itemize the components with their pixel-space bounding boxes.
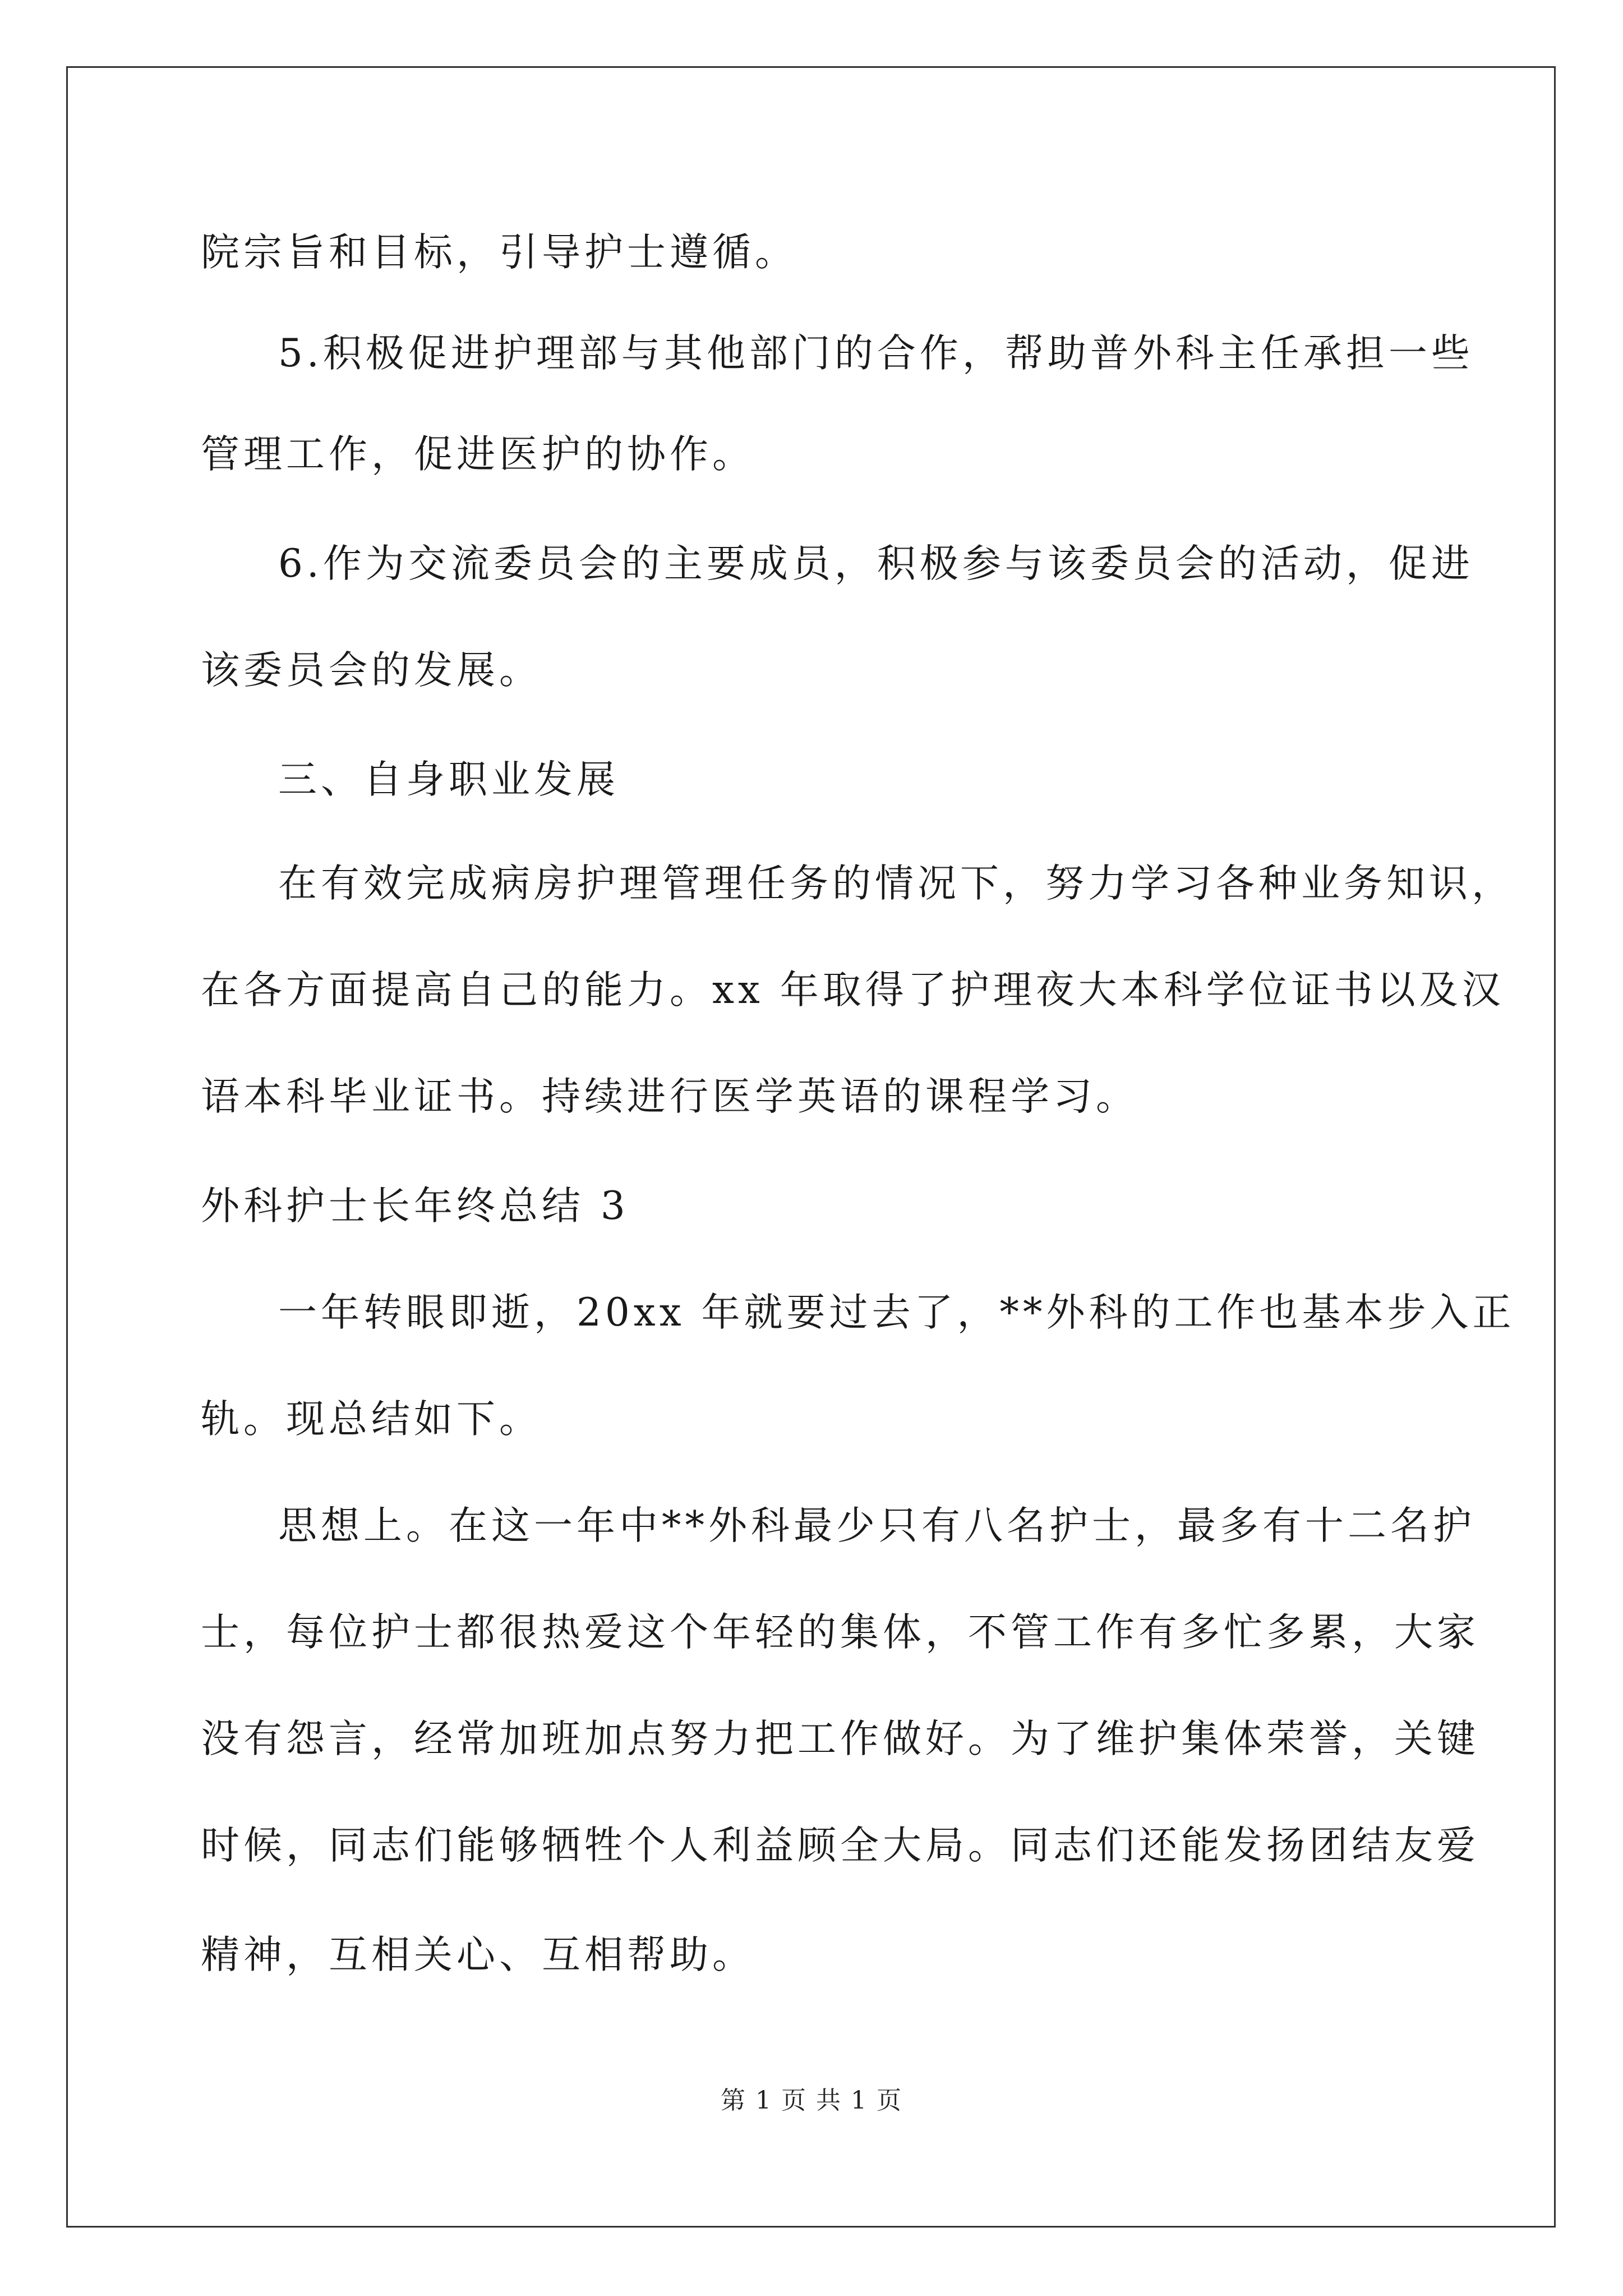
text-line: 6.作为交流委员会的主要成员，积极参与该委员会的活动，促进 [278,541,1474,586]
page-border [66,66,1556,2228]
text-line: 思想上。在这一年中**外科最少只有八名护士，最多有十二名护 [278,1503,1476,1548]
text-line: 一年转眼即逝，20xx 年就要过去了，**外科的工作也基本步入正 [278,1290,1515,1335]
text-line: 该委员会的发展。 [201,648,542,693]
text-line: 轨。现总结如下。 [201,1397,542,1442]
text-line: 在有效完成病房护理管理任务的情况下，努力学习各种业务知识， [278,861,1514,906]
text-line: 没有怨言，经常加班加点努力把工作做好。为了维护集体荣誉，关键 [201,1717,1479,1761]
text-line: 语本科毕业证书。持续进行医学英语的课程学习。 [201,1074,1138,1119]
page-number: 第 1 页 共 1 页 [721,2086,902,2115]
text-line: 5.积极促进护理部与其他部门的合作，帮助普外科主任承担一些 [278,331,1474,376]
text-line: 精神，互相关心、互相帮助。 [201,1932,755,1977]
section-heading: 三、自身职业发展 [278,757,619,802]
text-line: 院宗旨和目标，引导护士遵循。 [201,230,797,275]
text-line: 士，每位护士都很热爱这个年轻的集体，不管工作有多忙多累，大家 [201,1610,1479,1655]
text-line: 时候，同志们能够牺牲个人利益顾全大局。同志们还能发扬团结友爱 [201,1823,1479,1868]
text-line: 管理工作，促进医护的协作。 [201,432,755,477]
text-line: 在各方面提高自己的能力。xx 年取得了护理夜大本科学位证书以及汉 [201,968,1505,1013]
document-title: 外科护士长年终总结 3 [201,1184,629,1228]
